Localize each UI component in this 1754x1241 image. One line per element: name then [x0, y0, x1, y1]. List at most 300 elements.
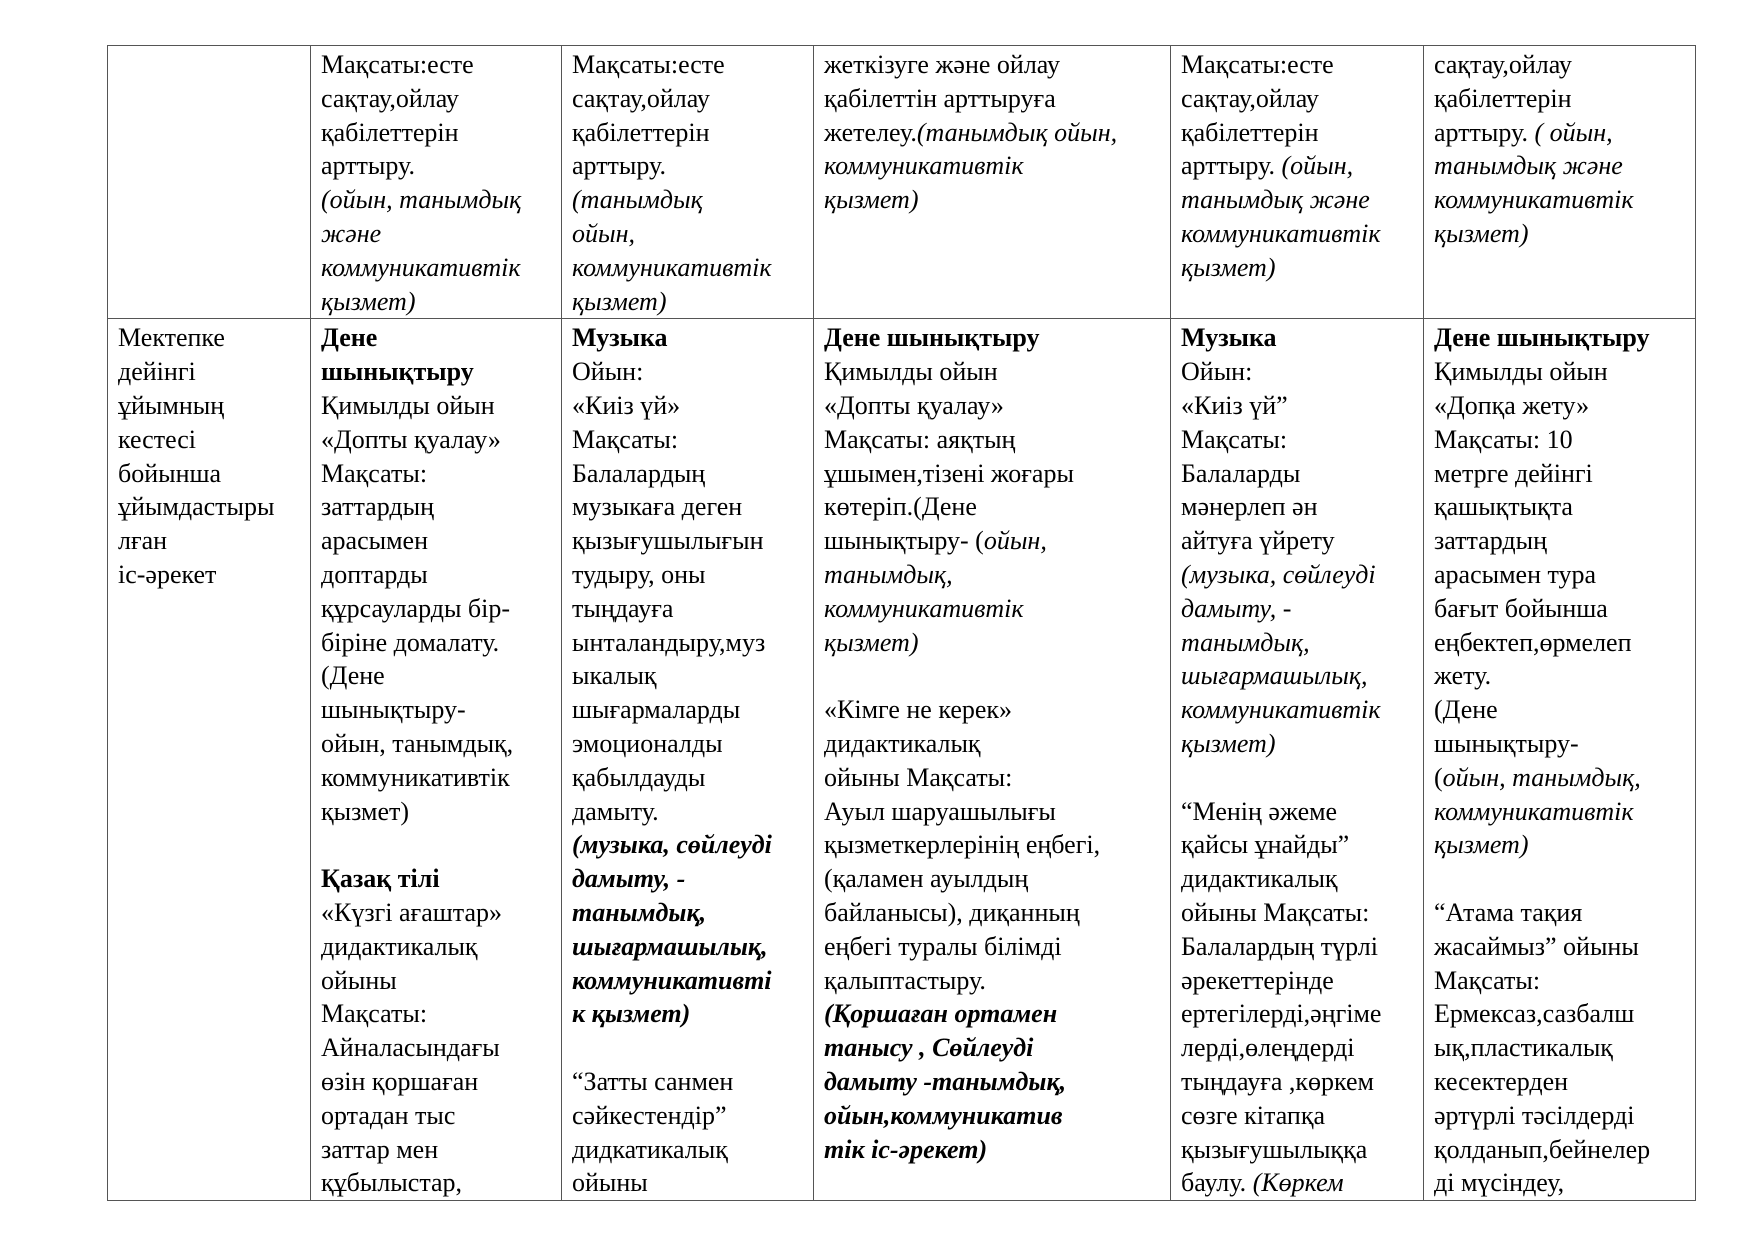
text-line: [321, 727, 551, 761]
text-line: [1434, 896, 1685, 930]
text-run: ойыны Мақсаты:: [1181, 897, 1370, 927]
text-run: ұйымның: [118, 390, 225, 420]
table-cell: [1424, 46, 1696, 319]
text-line: [321, 761, 551, 795]
text-run: Мақсаты: аяқтың: [824, 424, 1016, 454]
table-cell: [1171, 46, 1424, 319]
text-line: [321, 217, 551, 251]
text-run: арттыру.: [1434, 117, 1528, 147]
table-cell: [814, 46, 1171, 319]
text-line: [321, 251, 551, 285]
text-line: [321, 1133, 551, 1167]
text-line: [1434, 423, 1685, 457]
text-run: ық,пластикалық: [1434, 1033, 1613, 1063]
text-run: «Кімге не керек»: [824, 695, 1013, 725]
text-line: [321, 558, 551, 592]
text-run: Мақсаты:: [321, 999, 428, 1029]
text-line: [572, 149, 803, 183]
text-run: “Затты санмен: [572, 1066, 734, 1096]
text-run: жеткізуге және ойлау: [824, 50, 1061, 79]
text-line: [1434, 48, 1685, 82]
text-run: заттардың: [1434, 526, 1547, 556]
text-run: қалыптастыру.: [824, 965, 986, 995]
text-run: дамыту, -: [1181, 593, 1292, 623]
text-line: [321, 1031, 551, 1065]
text-line: [1434, 930, 1685, 964]
table-row: [108, 319, 1696, 1201]
text-run: ді мүсіндеу,: [1434, 1168, 1565, 1198]
text-run: ойыны Мақсаты:: [824, 762, 1013, 792]
text-line: [1434, 693, 1685, 727]
text-run: Қимылды ойын: [1434, 357, 1608, 387]
text-line: [572, 423, 803, 457]
text-run: қызмет): [1181, 728, 1276, 758]
text-line: [1181, 1099, 1413, 1133]
text-run: мәнерлеп ән: [1181, 492, 1318, 522]
text-line: [321, 524, 551, 558]
text-line: [824, 761, 1160, 795]
text-run: танымдық,: [572, 897, 707, 927]
text-run: дидактикалық: [824, 728, 981, 758]
text-run: бойынша: [118, 458, 222, 488]
text-line: [1434, 592, 1685, 626]
text-line: [572, 524, 803, 558]
text-run: дамыту, -: [572, 864, 686, 894]
text-run: қызығушылыққа: [1181, 1134, 1368, 1164]
blank-line: [824, 659, 1160, 693]
text-run: ( ойын,: [1527, 117, 1613, 147]
text-run: Музыка: [572, 323, 668, 353]
text-run: Мақсаты:: [572, 424, 679, 454]
text-run: арасымен тура: [1434, 559, 1597, 589]
text-line: [824, 389, 1160, 423]
text-line: [1434, 217, 1685, 251]
text-run: жетелеу.: [824, 117, 917, 147]
text-line: [1434, 321, 1685, 355]
text-line: [321, 862, 551, 896]
text-run: ортадан тыс: [321, 1100, 456, 1130]
text-run: Мақсаты:: [1181, 424, 1288, 454]
text-run: ертегілерді,әңгіме: [1181, 999, 1382, 1029]
text-line: [1434, 997, 1685, 1031]
text-run: «Допқа жету»: [1434, 390, 1590, 420]
text-run: кестесі: [118, 424, 197, 454]
text-run: қызмет): [321, 286, 416, 316]
text-line: [118, 389, 300, 423]
text-run: қабілеттерін: [1434, 83, 1572, 113]
text-line: [321, 693, 551, 727]
text-run: (музыка, сөйлеуді: [572, 830, 772, 860]
text-run: айтуға үйрету: [1181, 526, 1335, 556]
row-header-cell: [108, 319, 311, 1201]
text-run: Балаларды: [1181, 458, 1301, 488]
text-run: біріне домалату.: [321, 627, 500, 657]
text-run: “Атама тақия: [1434, 897, 1583, 927]
text-run: Мектепке: [118, 323, 225, 353]
text-line: [1434, 727, 1685, 761]
text-line: [824, 1031, 1160, 1065]
text-line: [572, 82, 803, 116]
text-line: [1181, 355, 1413, 389]
text-line: [824, 116, 1160, 150]
text-run: байланысы), диқанның: [824, 897, 1080, 927]
text-line: [572, 964, 803, 998]
text-run: сақтау,ойлау: [1181, 83, 1319, 113]
text-run: тыңдауға ,көркем: [1181, 1066, 1375, 1096]
text-run: қызмет): [824, 627, 919, 657]
text-line: [118, 423, 300, 457]
text-run: танымдық,: [1181, 627, 1310, 657]
blank-line: [321, 828, 551, 862]
text-run: көтеріп.(Дене: [824, 492, 977, 522]
text-run: қызмет): [572, 286, 667, 316]
text-line: [1181, 183, 1413, 217]
text-run: ойын,: [983, 526, 1047, 556]
text-line: [1434, 457, 1685, 491]
text-line: [824, 321, 1160, 355]
text-line: [1434, 1166, 1685, 1200]
text-line: [321, 457, 551, 491]
text-run: Мақсаты: 10: [1434, 424, 1573, 454]
text-run: шынықтыру-: [1434, 728, 1579, 758]
text-run: эмоционалды: [572, 728, 723, 758]
text-run: жасаймыз” ойыны: [1434, 931, 1639, 961]
text-line: [572, 997, 803, 1031]
text-run: к қызмет): [572, 999, 691, 1029]
text-line: [572, 285, 803, 319]
text-line: [572, 217, 803, 251]
text-line: [1434, 1031, 1685, 1065]
text-line: [572, 457, 803, 491]
text-run: Ойын:: [572, 357, 644, 387]
text-run: Мақсаты:: [321, 458, 428, 488]
text-run: ойыны: [321, 965, 397, 995]
text-line: [824, 727, 1160, 761]
text-line: [572, 693, 803, 727]
text-line: [572, 183, 803, 217]
text-line: [1181, 1031, 1413, 1065]
text-run: коммуникативтік: [1434, 185, 1634, 215]
text-run: еңбектеп,өрмелеп: [1434, 627, 1632, 657]
text-line: [321, 389, 551, 423]
text-line: [1181, 251, 1413, 285]
text-run: лерді,өлеңдерді: [1181, 1033, 1355, 1063]
text-line: [1181, 524, 1413, 558]
text-run: Балалардың түрлі: [1181, 931, 1378, 961]
text-line: [824, 457, 1160, 491]
text-run: қабылдауды: [572, 762, 706, 792]
text-line: [824, 558, 1160, 592]
text-line: [1181, 964, 1413, 998]
text-line: [572, 761, 803, 795]
text-line: [824, 795, 1160, 829]
table-cell: [1424, 319, 1696, 1201]
text-line: [1181, 321, 1413, 355]
text-line: [321, 423, 551, 457]
text-line: [1434, 1133, 1685, 1167]
text-run: сақтау,ойлау: [1434, 50, 1572, 79]
blank-line: [572, 1031, 803, 1065]
text-line: [1181, 659, 1413, 693]
text-line: [572, 558, 803, 592]
text-line: [1434, 355, 1685, 389]
text-line: [824, 149, 1160, 183]
text-line: [321, 1065, 551, 1099]
text-line: [1181, 116, 1413, 150]
text-line: [321, 490, 551, 524]
text-line: [572, 828, 803, 862]
text-line: [1181, 997, 1413, 1031]
text-line: [824, 896, 1160, 930]
blank-line: [1434, 862, 1685, 896]
text-run: музыкаға деген: [572, 492, 743, 522]
text-line: [572, 930, 803, 964]
text-line: [824, 490, 1160, 524]
text-run: танымдық,: [824, 559, 953, 589]
text-run: «Допты қуалау»: [824, 390, 1004, 420]
text-run: қашықтықта: [1434, 492, 1573, 522]
text-line: [1181, 862, 1413, 896]
text-run: ынталандыру,муз: [572, 627, 766, 657]
text-line: [1434, 116, 1685, 150]
text-run: тік іс-әрекет): [824, 1134, 988, 1164]
text-run: қабілеттерін: [1181, 117, 1319, 147]
text-line: [824, 964, 1160, 998]
text-run: (танымдық ойын,: [916, 117, 1118, 147]
text-line: [572, 1133, 803, 1167]
text-run: Дене шынықтыру: [1434, 323, 1650, 353]
text-line: [118, 558, 300, 592]
text-run: коммуникативтік: [321, 762, 510, 792]
text-line: [1434, 1065, 1685, 1099]
text-run: қызмет): [321, 796, 410, 826]
text-run: кесектерден: [1434, 1066, 1569, 1096]
text-line: [1181, 896, 1413, 930]
text-line: [1181, 693, 1413, 727]
text-line: [572, 896, 803, 930]
text-line: [824, 592, 1160, 626]
text-run: қызмет): [1434, 218, 1529, 248]
text-run: дамыту -танымдық,: [824, 1066, 1067, 1096]
text-run: ойын, танымдық,: [1442, 762, 1641, 792]
text-line: [321, 48, 551, 82]
text-line: [321, 82, 551, 116]
text-run: тыңдауға: [572, 593, 674, 623]
text-run: қызмет): [1434, 830, 1529, 860]
text-line: [321, 964, 551, 998]
text-line: [118, 457, 300, 491]
text-run: Ермексаз,сазбалш: [1434, 999, 1635, 1029]
text-run: дидкатикалық: [572, 1134, 728, 1164]
text-line: [1434, 524, 1685, 558]
text-run: коммуникативтік: [1181, 218, 1381, 248]
text-line: [1181, 457, 1413, 491]
text-line: [1181, 930, 1413, 964]
text-line: [321, 795, 551, 829]
text-run: коммуникативтік: [824, 593, 1024, 623]
text-run: Ауыл шаруашылығы: [824, 796, 1056, 826]
text-line: [321, 997, 551, 1031]
text-run: шынықтыру-: [321, 695, 466, 725]
text-run: дамыту.: [572, 796, 659, 826]
text-run: шынықтыру: [321, 357, 474, 387]
text-line: [1181, 149, 1413, 183]
text-line: [321, 626, 551, 660]
text-run: қабілеттерін: [321, 117, 459, 147]
text-line: [1434, 1099, 1685, 1133]
text-run: «Күзгі ағаштар»: [321, 897, 502, 927]
table-cell: [814, 319, 1171, 1201]
text-run: өзін қоршаған: [321, 1066, 479, 1096]
text-run: шығармаларды: [572, 695, 741, 725]
text-line: [824, 48, 1160, 82]
text-run: заттардың: [321, 492, 434, 522]
text-run: метрге дейінгі: [1434, 458, 1593, 488]
text-line: [572, 251, 803, 285]
text-run: іс-әрекет: [118, 559, 217, 589]
text-line: [321, 592, 551, 626]
text-line: [1181, 217, 1413, 251]
text-line: [1434, 761, 1685, 795]
text-run: қолданып,бейнелер: [1434, 1134, 1651, 1164]
text-run: шынықтыру- (: [824, 526, 984, 556]
text-line: [572, 321, 803, 355]
text-line: [321, 930, 551, 964]
text-run: коммуникативтік: [1181, 695, 1381, 725]
text-line: [1181, 828, 1413, 862]
text-run: Дене: [321, 323, 378, 353]
text-run: және: [321, 218, 382, 248]
text-line: [572, 1065, 803, 1099]
text-line: [1181, 558, 1413, 592]
text-line: [572, 389, 803, 423]
text-line: [824, 355, 1160, 389]
text-run: арттыру.: [572, 151, 666, 181]
table-cell: [311, 46, 562, 319]
text-line: [1434, 828, 1685, 862]
text-line: [1434, 795, 1685, 829]
schedule-table: [107, 45, 1696, 1201]
text-run: еңбегі туралы білімді: [824, 931, 1062, 961]
text-line: [824, 930, 1160, 964]
text-run: (танымдық: [572, 185, 703, 215]
text-line: [1434, 389, 1685, 423]
text-run: құрсауларды бір-: [321, 593, 511, 623]
text-run: сақтау,ойлау: [572, 83, 710, 113]
text-line: [824, 862, 1160, 896]
table-cell: [1171, 319, 1424, 1201]
text-line: [572, 659, 803, 693]
text-line: [824, 423, 1160, 457]
text-line: [321, 659, 551, 693]
text-run: әртүрлі тәсілдерді: [1434, 1100, 1635, 1130]
text-line: [572, 1099, 803, 1133]
text-line: [1434, 149, 1685, 183]
text-line: [321, 321, 551, 355]
text-run: (музыка, сөйлеуді: [1181, 559, 1376, 589]
text-line: [321, 1099, 551, 1133]
text-run: дидактикалық: [321, 931, 478, 961]
text-line: [321, 116, 551, 150]
text-run: қайсы ұнайды”: [1181, 830, 1350, 860]
text-run: «Киіз үй”: [1181, 390, 1288, 420]
text-run: жету.: [1434, 661, 1492, 691]
text-run: коммуникативті: [572, 965, 772, 995]
text-run: (Дене: [321, 661, 385, 691]
text-line: [1181, 795, 1413, 829]
text-line: [1181, 389, 1413, 423]
text-run: сәйкестендір”: [572, 1100, 727, 1130]
text-line: [1181, 1133, 1413, 1167]
text-line: [1181, 48, 1413, 82]
text-line: [824, 828, 1160, 862]
text-line: [824, 997, 1160, 1031]
text-run: коммуникативтік: [824, 151, 1024, 181]
text-line: [1434, 183, 1685, 217]
text-run: «Допты қуалау»: [321, 424, 501, 454]
text-run: ойын,коммуникатив: [824, 1100, 1063, 1130]
text-run: сақтау,ойлау: [321, 83, 459, 113]
text-line: [1181, 727, 1413, 761]
text-run: доптарды: [321, 559, 428, 589]
text-run: Айналасындағы: [321, 1033, 500, 1063]
text-run: коммуникативтік: [572, 252, 772, 282]
text-line: [1434, 626, 1685, 660]
text-line: [824, 524, 1160, 558]
text-run: (Қоршаған ортамен: [824, 999, 1058, 1029]
text-line: [118, 524, 300, 558]
text-run: қызмет): [824, 185, 919, 215]
text-run: құбылыстар,: [321, 1168, 463, 1198]
text-run: қабілеттерін: [572, 117, 710, 147]
text-run: қызметкерлерінің еңбегі,: [824, 830, 1101, 860]
text-run: шығармашылық,: [572, 931, 768, 961]
text-line: [824, 1065, 1160, 1099]
text-run: ойын,: [572, 218, 636, 248]
text-line: [572, 355, 803, 389]
text-run: әрекеттерінде: [1181, 965, 1334, 995]
text-line: [824, 183, 1160, 217]
text-run: баулу.: [1181, 1168, 1247, 1198]
text-run: қабілеттін арттыруға: [824, 83, 1056, 113]
text-run: (ойын,: [1274, 151, 1354, 181]
text-line: [1181, 490, 1413, 524]
text-run: арттыру.: [1181, 151, 1275, 181]
text-run: Мақсаты:: [1434, 965, 1541, 995]
table-cell: [311, 319, 562, 1201]
text-line: [1434, 964, 1685, 998]
text-run: Музыка: [1181, 323, 1277, 353]
text-line: [1434, 82, 1685, 116]
text-line: [572, 490, 803, 524]
text-run: Қимылды ойын: [824, 357, 998, 387]
text-run: қызығушылығын: [572, 526, 764, 556]
text-run: коммуникативтік: [1434, 796, 1634, 826]
text-line: [1434, 659, 1685, 693]
text-line: [1181, 1065, 1413, 1099]
text-run: дейінгі: [118, 357, 196, 387]
text-line: [1181, 592, 1413, 626]
text-line: [572, 795, 803, 829]
table-row: [108, 46, 1696, 319]
text-line: [824, 1099, 1160, 1133]
text-run: шығармашылық,: [1181, 661, 1368, 691]
text-run: ыкалық: [572, 661, 657, 691]
text-run: (ойын, танымдық: [321, 185, 522, 215]
text-line: [1181, 1166, 1413, 1200]
text-run: арттыру.: [321, 151, 415, 181]
text-run: заттар мен: [321, 1134, 439, 1164]
